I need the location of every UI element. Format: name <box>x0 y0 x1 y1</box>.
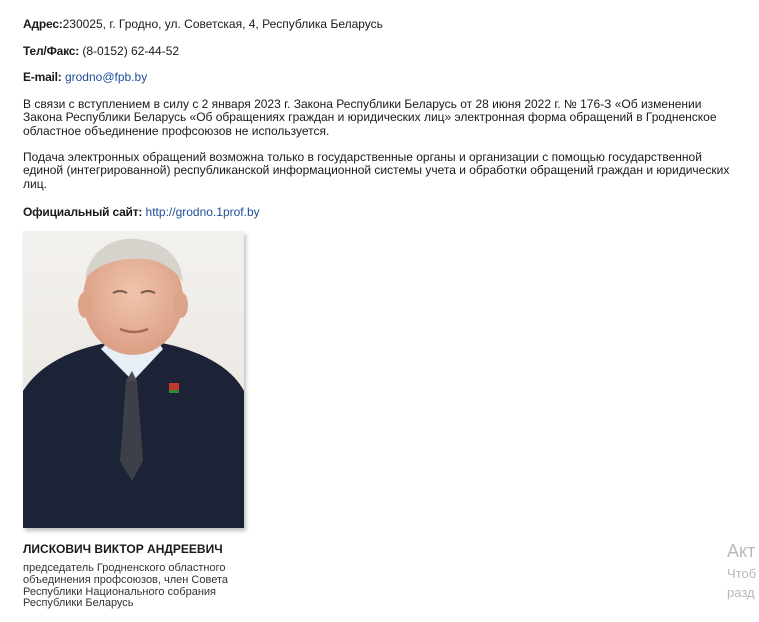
email-link[interactable]: grodno@fpb.by <box>64 70 148 84</box>
person-name: ЛИСКОВИЧ ВИКТОР АНДРЕЕВИЧ <box>23 542 223 556</box>
phone-value: (8-0152) 62-44-52 <box>82 44 180 58</box>
address-row <box>23 17 383 31</box>
notice-paragraph-1: В связи с вступлением в силу с 2 января 2023 г. Закона Республики Беларусь от 28 июня 2022 г. № 176-З «Об изменении Закона Республики Беларусь «Об обращениях граждан и юридических лиц» электронная форма обращений в Гродненское областное объединение профсоюзов не используется. <box>23 97 717 138</box>
windows-activation-watermark <box>727 538 756 602</box>
address-value: 230025, г. Гродно, ул. Советская, 4, Республика Беларусь <box>62 17 383 31</box>
address-label: Адрес: <box>23 17 63 31</box>
phone-row <box>23 44 179 58</box>
notice-paragraph-2: Подача электронных обращений возможна только в государственные органы и организации с помощью государственной единой (интегрированной) республиканской информационной системы учета и обработки обращений граждан и юридических лиц. <box>23 150 730 191</box>
person-role: председатель Гродненского областного объединения профсоюзов, член Совета Республики Национального собрания Республики Беларусь <box>23 562 228 610</box>
activation-line-1: Чтоб <box>727 566 757 581</box>
site-link[interactable]: http://grodno.1prof.by <box>145 205 260 219</box>
email-row <box>23 70 147 84</box>
phone-label: Тел/Факс: <box>23 44 79 58</box>
site-label: Официальный сайт: <box>23 205 143 219</box>
site-row <box>23 205 260 219</box>
person-photo <box>23 231 244 528</box>
email-label: E-mail: <box>23 70 62 84</box>
activation-line-2: разд <box>727 585 755 600</box>
activation-title: Акт <box>727 541 756 561</box>
